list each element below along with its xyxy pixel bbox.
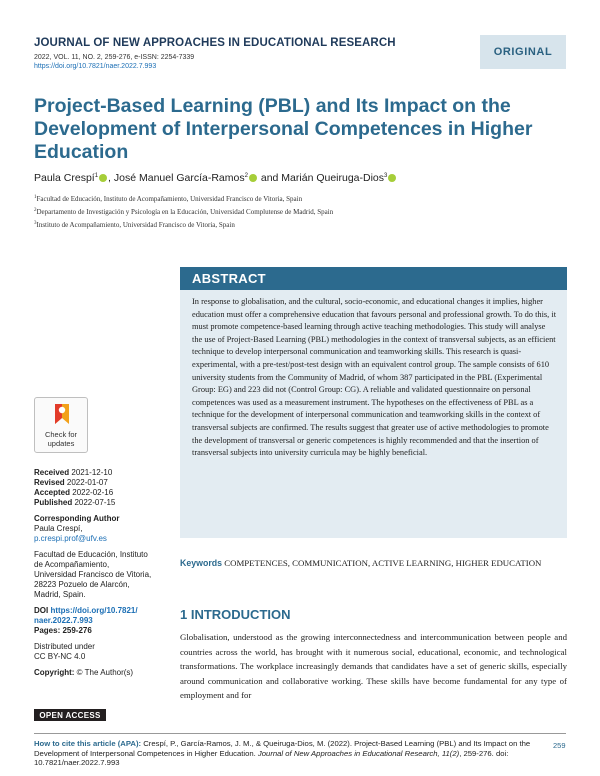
check-updates-line: Check for (44, 430, 78, 439)
affiliations (34, 192, 333, 231)
received-date (34, 468, 174, 478)
published-label: Published (34, 498, 73, 507)
abstract-heading: ABSTRACT (180, 267, 567, 290)
volume-issn: 2022, VOL. 11, NO. 2, 259-276, e-ISSN: 2254-7339 (34, 54, 195, 61)
article-title: Project-Based Learning (PBL) and Its Impact on the Development of Interpersonal Competences in Higher Education (34, 95, 533, 163)
journal-name: JOURNAL OF NEW APPROACHES IN EDUCATIONAL RESEARCH (34, 37, 396, 49)
license-line: CC BY-NC 4.0 (34, 652, 86, 661)
citation-text: Crespí, P., García-Ramos, J. M., & Queiruga-Dios, M. (2022). Project-Based Learning (PBL) and Its Impact on the Development of Interpersonal Competences in Higher Education. (34, 739, 531, 758)
journal-meta (34, 53, 194, 71)
pages-value: 259-276 (60, 626, 92, 635)
affiliation-1 (34, 192, 333, 205)
revised-date (34, 478, 174, 488)
page-number: 259 (553, 741, 566, 750)
abstract-body: In response to globalisation, and the cultural, socio-economic, and educational changes it implies, higher education must offer a comprehensive education that favours personal and professional growth. To do this, it must promote competence-based learning through active teaching methodologies. This study will analyse the use of Project-Based Learning (PBL) methodologies in the context of transversal subjects, as an efficient technique to develop interpersonal communication and teamworking skills. This research is quasi-experimental, with a pre-test/post-test design with an equivalent control group. The sample consists of 610 university students from the Community of Madrid, of whom 387 participated in the PBL (Experimental Group: EG) and 223 did not (Control Group: CG). A reliable and validated questionnaire on personal competences was used as a measurement instrument. The hypotheses on the effectiveness of PBL as a technique for the development of interpersonal communication and teamworking skills in the context of transversal subjects are confirmed. The results suggest that greater use of active methodologies to promote the development of transversal or generic competences is highly recommended and that the insertion of transversal subjects into university curricula may be highly beneficial. (180, 290, 567, 538)
accepted-value: 2022-02-16 (70, 488, 114, 497)
orcid-icon[interactable] (388, 174, 396, 182)
revised-value: 2022-01-07 (64, 478, 108, 487)
open-access-badge: OPEN ACCESS (34, 709, 106, 721)
introduction-body: Globalisation, understood as the growing interconnectedness and intercommunication between people and countries across the world, has brought with it numerous social, educational, economic, and technological transformations. The workplace increasingly demands that candidates have a set of generic skills, especially around communication and collaborative working. These skills have become fundamental for any type of employment and for (180, 632, 567, 701)
affiliation-number: 3 (34, 221, 37, 226)
copyright-value: © The Author(s) (74, 668, 134, 677)
pages-label: Pages: (34, 626, 61, 635)
citation (34, 739, 534, 768)
author-1[interactable]: Paula Crespí (34, 172, 95, 184)
affiliation-number: 1 (34, 195, 37, 200)
author-1-affil: 1 (94, 173, 99, 179)
keywords-list: COMPETENCES, COMMUNICATION, ACTIVE LEARNING, HIGHER EDUCATION (222, 558, 542, 568)
copyright-label: Copyright: (34, 668, 75, 677)
pages-line (34, 626, 174, 636)
affiliation-3 (34, 218, 333, 231)
affiliation-text: Instituto de Acompañamiento, Universidad Francisco de Vitoria, Spain (36, 221, 235, 229)
address-line: 28223 Pozuelo de Alarcón, (34, 580, 130, 589)
check-updates-line: updates (47, 438, 75, 448)
revised-label: Revised (34, 478, 65, 487)
citation-doi: , 259-276. doi: 10.7821/naer.2022.7.993 (34, 748, 509, 768)
corresponding-author-label: Corresponding Author (34, 514, 120, 523)
doi-link-cont[interactable]: naer.2022.7.993 (34, 616, 93, 625)
corresponding-author-email[interactable]: p.crespi.prof@ufv.es (34, 534, 107, 543)
author-3[interactable]: Marián Queiruga-Dios (278, 172, 385, 184)
doi-line (34, 606, 174, 616)
corresponding-author-name: Paula Crespí, (34, 524, 83, 533)
doi-label: DOI (34, 606, 49, 615)
original-badge: ORIGINAL (480, 35, 566, 69)
orcid-icon[interactable] (99, 174, 107, 182)
author-3-affil: 3 (384, 173, 388, 179)
author-separator: , (108, 172, 111, 184)
address-line: de Acompañamiento, (34, 560, 110, 569)
accepted-label: Accepted (34, 488, 71, 497)
received-label: Received (34, 468, 70, 477)
received-value: 2021-12-10 (69, 468, 113, 477)
article-sidebar (34, 468, 174, 678)
affiliation-number: 2 (34, 208, 37, 213)
keywords-label: Keywords (180, 558, 223, 568)
accepted-date (34, 488, 174, 498)
author-list (34, 172, 574, 184)
address-line: Facultad de Educación, Instituto (34, 550, 148, 559)
affiliation-text: Departamento de Investigación y Psicología en la Educación, Universidad Complutense de Madrid, Spain (36, 208, 334, 216)
citation-label: How to cite this article (APA): (34, 739, 142, 748)
author-separator: and (257, 172, 279, 184)
orcid-icon[interactable] (249, 174, 257, 182)
address-line: Universidad Francisco de Vitoria, (34, 570, 152, 579)
keywords (180, 557, 567, 570)
check-for-updates-button[interactable] (34, 397, 88, 453)
author-2-affil: 2 (244, 173, 248, 179)
check-for-updates-label (35, 431, 87, 448)
footer-divider (34, 733, 566, 734)
published-value: 2022-07-15 (72, 498, 116, 507)
address-line: Madrid, Spain. (34, 590, 86, 599)
copyright-line (34, 668, 174, 678)
bookmark-ribbon-icon (53, 403, 71, 425)
author-2[interactable]: José Manuel García-Ramos (110, 172, 245, 184)
introduction-heading: 1 INTRODUCTION (180, 607, 291, 622)
published-date (34, 498, 174, 508)
doi-link[interactable]: https://doi.org/10.7821/ (48, 606, 138, 615)
article-doi-link[interactable]: https://doi.org/10.7821/naer.2022.7.993 (34, 63, 157, 70)
affiliation-text: Facultad de Educación, Instituto de Acompañamiento, Universidad Francisco de Vitoria, Spain (36, 195, 303, 203)
affiliation-2 (34, 205, 333, 218)
citation-journal: Journal of New Approaches in Educational Research, 11(2) (257, 748, 460, 758)
license-line: Distributed under (34, 642, 95, 651)
